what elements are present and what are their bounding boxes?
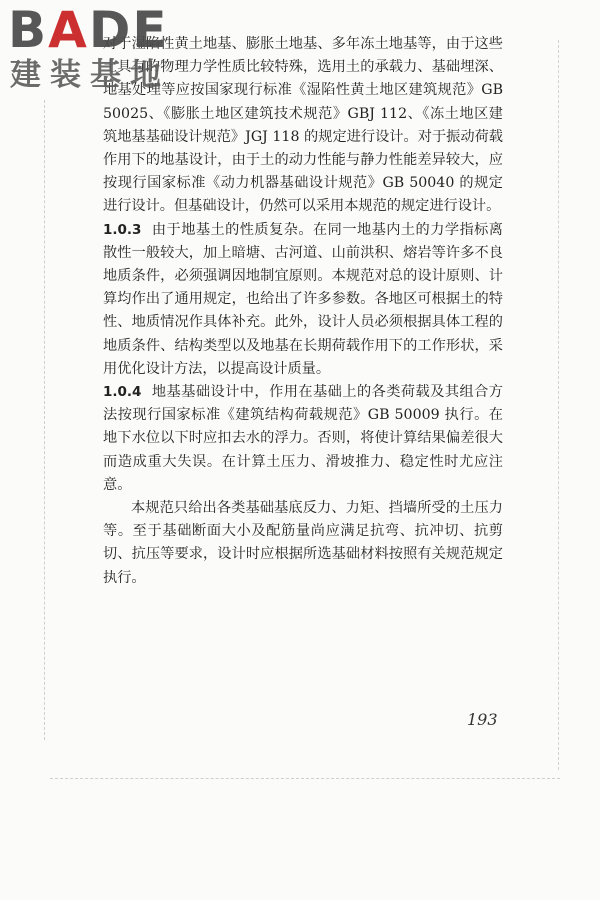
clause-1-0-3 bbox=[103, 219, 503, 381]
watermark-brand-cn: 建装基地 bbox=[10, 57, 170, 93]
scan-edge-right bbox=[558, 40, 559, 770]
paragraph-text: 地基基础设计中，作用在基础上的各类荷载及其组合方法按现行国家标准《建筑结构荷载规范》GB 50009 执行。在地下水位以下时应扣去水的浮力。否则，将使计算结果偏差很大而造成重大失误。在计算土压力、滑坡推力、稳定性时尤应注意。 bbox=[103, 384, 503, 493]
paragraph-text: 对于湿陷性黄土地基、膨胀土地基、多年冻土地基等，由于这些土具有的物理力学性质比较特殊，选用土的承载力、基础埋深、地基处理等应按国家现行标准《湿陷性黄土地区建筑规范》GB 50025、《膨胀土地区建筑技术规范》GBJ 112、《冻土地区建筑地基基础设计规范》JGJ 118 的规定进行设计。对于振动荷载作用下的地基设计，由于土的动力性能与静力性能差异较大，应按现行国家标准《动力机器基础设计规范》GB 50040 的规定进行设计。但基础设计，仍然可以采用本规范的规定进行设计。 bbox=[103, 36, 503, 215]
watermark-logo bbox=[8, 1, 178, 96]
clause-number: 1.0.3 bbox=[103, 221, 142, 238]
scan-edge-bottom bbox=[50, 778, 560, 779]
body-text bbox=[103, 33, 503, 590]
page-number: 193 bbox=[467, 710, 498, 729]
watermark-brand-en: BADE bbox=[8, 1, 169, 59]
paragraph-final bbox=[103, 497, 503, 590]
scan-edge-left bbox=[44, 100, 45, 740]
paragraph-text: 本规范只给出各类基础基底反力、力矩、挡墙所受的土压力等。至于基础断面大小及配筋量尚应满足抗弯、抗冲切、抗剪切、抗压等要求，设计时应根据所选基础材料按照有关规范规定执行。 bbox=[103, 500, 503, 586]
paragraph-text: 由于地基土的性质复杂。在同一地基内土的力学指标离散性一般较大，加上暗塘、古河道、山前洪积、熔岩等许多不良地质条件，必须强调因地制宜原则。本规范对总的设计原则、计算均作出了通用规定，也给出了许多参数。各地区可根据土的特性、地质情况作具体补充。此外，设计人员必须根据具体工程的地质条件、结构类型以及地基在长期荷载作用下的工作形状，采用优化设计方法，以提高设计质量。 bbox=[103, 221, 503, 377]
clause-number: 1.0.4 bbox=[103, 384, 142, 401]
clause-1-0-4 bbox=[103, 381, 503, 497]
